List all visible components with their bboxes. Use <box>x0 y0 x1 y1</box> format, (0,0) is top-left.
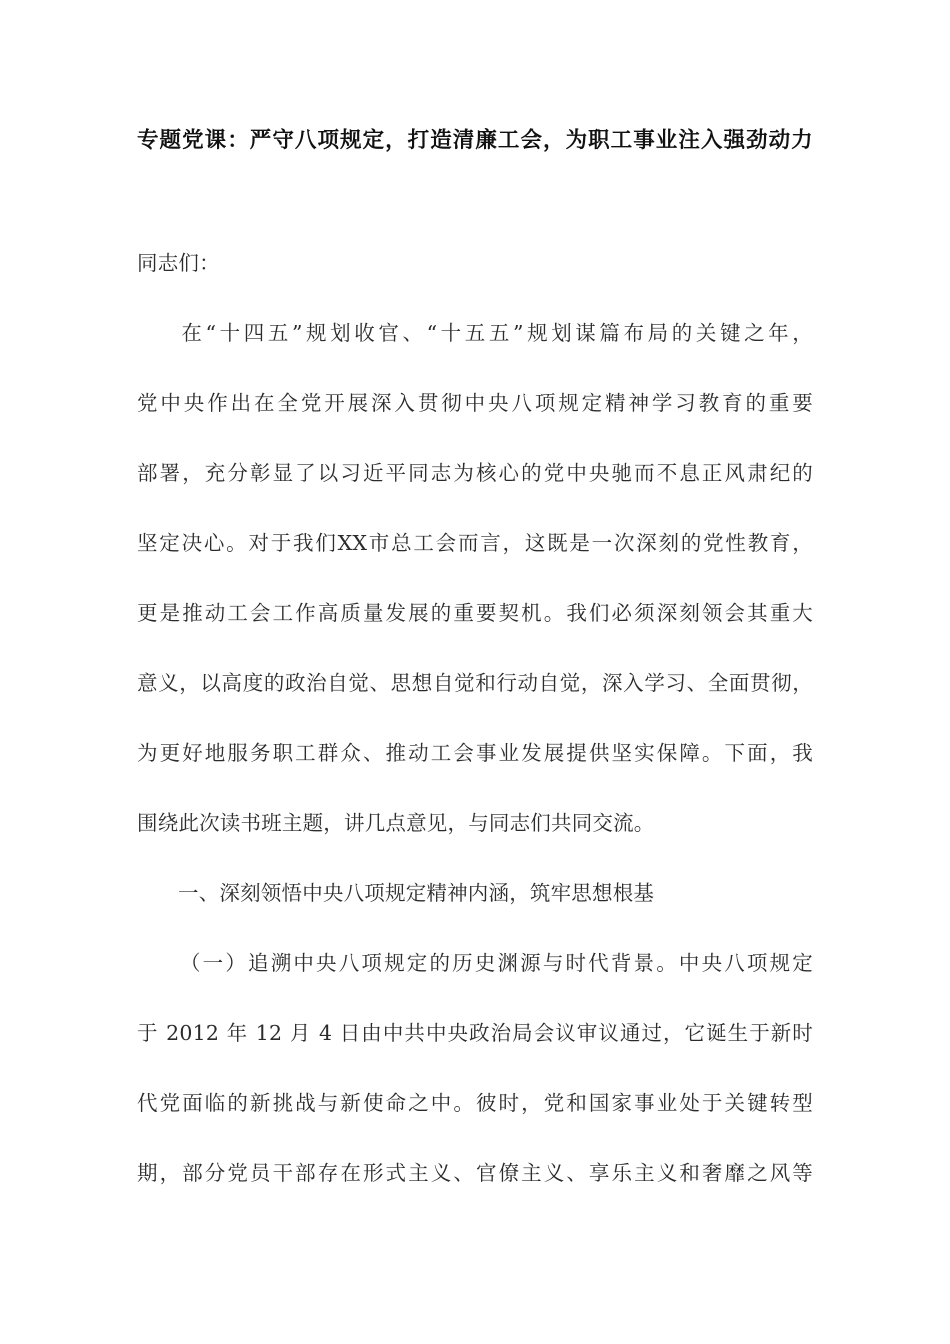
salutation: 同志们： <box>137 251 220 275</box>
text-line: 党中央作出在全党开展深入贯彻中央八项规定精神学习教育的重要 <box>137 391 813 415</box>
document-body <box>137 0 813 1208</box>
text-line: 于 2012 年 12 月 4 日由中共中央政治局会议审议通过，它诞生于新时 <box>137 1021 813 1045</box>
text-line: 代党面临的新挑战与新使命之中。彼时，党和国家事业处于关键转型 <box>137 1091 813 1115</box>
opening-paragraph <box>137 298 813 858</box>
page-title: 专题党课：严守八项规定，打造清廉工会，为职工事业注入强劲动力 <box>137 128 813 153</box>
text-line: 围绕此次读书班主题，讲几点意见，与同志们共同交流。 <box>137 811 655 835</box>
text-line: 部署，充分彰显了以习近平同志为核心的党中央驰而不息正风肃纪的 <box>137 461 813 485</box>
text-line: 意义，以高度的政治自觉、思想自觉和行动自觉，深入学习、全面贯彻， <box>137 671 813 695</box>
subsection-one-one <box>137 928 813 1208</box>
section-heading-one <box>137 858 813 928</box>
text-line: 更是推动工会工作高质量发展的重要契机。我们必须深刻领会其重大 <box>137 601 813 625</box>
text-line <box>137 298 813 368</box>
text-line <box>137 928 813 998</box>
text-line: 为更好地服务职工群众、推动工会事业发展提供坚实保障。下面，我 <box>137 741 813 765</box>
text-line: 坚定决心。对于我们XX市总工会而言，这既是一次深刻的党性教育， <box>137 531 813 555</box>
line-text: 在“十四五”规划收官、“十五五”规划谋篇布局的关键之年， <box>178 321 813 345</box>
line-text: 一、深刻领悟中央八项规定精神内涵，筑牢思想根基 <box>178 881 655 905</box>
text-line: 期，部分党员干部存在形式主义、官僚主义、享乐主义和奢靡之风等 <box>137 1161 813 1185</box>
line-text: （一）追溯中央八项规定的历史渊源与时代背景。中央八项规定 <box>178 951 813 975</box>
